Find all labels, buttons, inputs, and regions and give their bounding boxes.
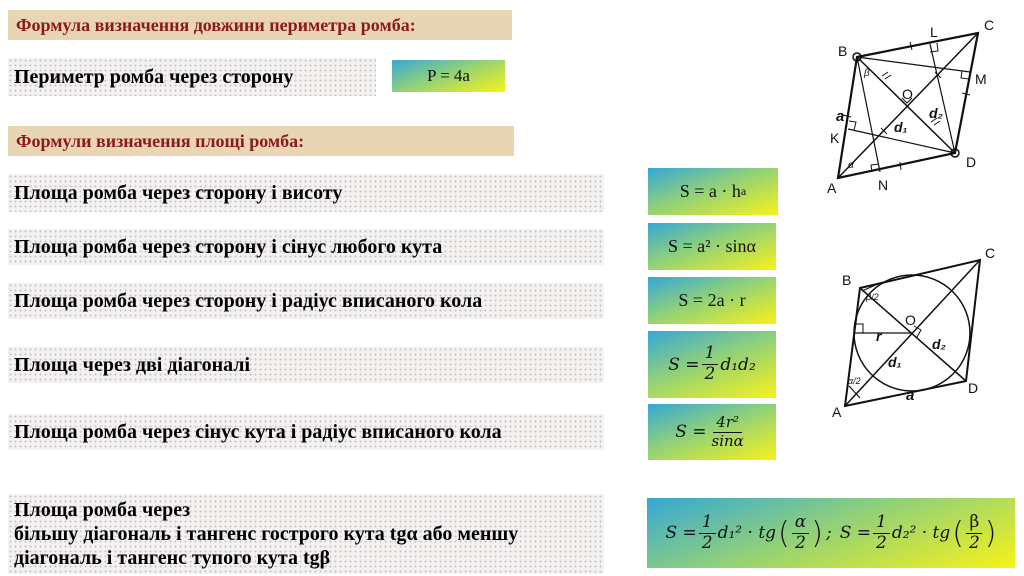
- fraction-one-half: [702, 344, 719, 384]
- area-formula-side-height: [648, 168, 778, 215]
- diag-tick: [885, 75, 891, 79]
- label-a: A: [827, 180, 837, 196]
- left-paren: (: [952, 515, 964, 551]
- label-l: L: [930, 24, 938, 40]
- area-row-diagonal-tangent-line3: діагональ і тангенс тупого кута tgβ: [14, 547, 331, 569]
- fraction-alpha-half: [792, 513, 809, 553]
- label-alpha: α: [848, 160, 854, 171]
- formula-lhs: S =: [668, 354, 700, 375]
- formula-separator: ;: [825, 523, 832, 543]
- fraction-numerator: 1: [873, 513, 890, 534]
- area-row-diagonal-tangent-line1: Площа ромба через: [14, 499, 191, 521]
- label-d1: d₁: [888, 354, 902, 370]
- left-paren: (: [778, 515, 790, 551]
- area-row-side-sine: Площа ромба через сторону і сінус любого кута: [8, 229, 604, 265]
- label-b: B: [838, 43, 848, 59]
- area-row-diagonal-tangent: [8, 494, 604, 574]
- formula-side-height-sub: a: [740, 184, 747, 198]
- fraction-denominator: 2: [795, 532, 806, 553]
- fraction-denominator: 2: [875, 532, 887, 553]
- formula-d1-tg: d₁² · tg: [717, 523, 777, 543]
- label-b: B: [842, 272, 852, 288]
- rhombus-diagram-inscribed-circle: [820, 240, 1020, 430]
- label-o: O: [902, 86, 913, 102]
- fraction-numerator: β: [966, 513, 982, 534]
- label-side-a: a: [906, 387, 915, 404]
- label-d2: d₂: [932, 336, 946, 352]
- fraction-denominator: 2: [968, 532, 980, 553]
- area-formula-diagonals: [648, 331, 776, 398]
- perimeter-label: Периметр ромба через сторону: [8, 58, 376, 96]
- area-section-header: Формули визначення площі ромба:: [8, 126, 514, 156]
- area-formula-sine-inradius: [648, 404, 776, 460]
- area-formula-diagonal-tangent: [647, 498, 1015, 568]
- right-angle-k: [849, 121, 856, 130]
- area-row-diagonal-tangent-line2: більшу діагональ і тангенс гострого кута tgα або меншу: [14, 523, 519, 545]
- label-beta-half: β/2: [866, 292, 879, 302]
- label-d: D: [968, 380, 979, 396]
- label-c: C: [985, 245, 996, 261]
- area-formula-side-inradius: S = 2a · r: [648, 277, 776, 324]
- formula-side-height-main: S = a · h: [679, 181, 741, 201]
- fraction-one-half: [873, 513, 890, 553]
- area-formula-side-sine: S = a² · sinα: [648, 223, 776, 270]
- label-alpha-half: α/2: [848, 376, 861, 386]
- area-row-diagonals: Площа через дві діагоналі: [8, 347, 604, 383]
- label-m: M: [975, 71, 987, 87]
- right-paren: ): [984, 515, 997, 551]
- label-k: K: [830, 130, 840, 146]
- fraction-numerator: 1: [702, 344, 719, 365]
- area-row-side-inradius: Площа ромба через сторону і радіус вписаного кола: [8, 283, 604, 319]
- fraction-4r2-sin: [709, 414, 747, 450]
- fraction-denominator: sinα: [711, 431, 744, 450]
- side-tick: [900, 162, 901, 170]
- formula-rhs: d₁d₂: [720, 354, 756, 375]
- diag-tick: [934, 121, 940, 125]
- formula-lhs: S =: [839, 523, 871, 543]
- label-c: C: [984, 17, 995, 33]
- label-o: O: [905, 312, 916, 328]
- formula-lhs: S =: [665, 523, 697, 543]
- diag-tick: [882, 72, 888, 76]
- label-d1: d₁: [894, 119, 908, 135]
- fraction-numerator: α: [792, 513, 809, 534]
- formula-d2-tg: d₂² · tg: [891, 523, 951, 543]
- fraction-denominator: 2: [701, 532, 713, 553]
- right-angle-r: [856, 324, 863, 333]
- rhombus-diagram-heights: [820, 10, 1020, 200]
- fraction-numerator: 1: [699, 513, 716, 534]
- label-beta: β: [864, 68, 870, 79]
- label-a: A: [832, 404, 842, 420]
- formula-diagonals-expr: [668, 344, 756, 384]
- label-d2: d₂: [929, 105, 943, 121]
- label-side-a: a: [836, 108, 845, 125]
- label-r: r: [876, 328, 882, 344]
- area-row-sine-inradius: Площа ромба через сінус кута і радіус вписаного кола: [8, 414, 604, 450]
- label-d: D: [966, 154, 977, 170]
- formula-lhs: S =: [675, 422, 707, 442]
- fraction-numerator: 4r²: [713, 414, 742, 432]
- fraction-denominator: 2: [704, 364, 716, 384]
- label-n: N: [878, 177, 889, 193]
- fraction-beta-half: [966, 513, 983, 553]
- formula-sine-inradius-expr: [675, 414, 749, 450]
- right-paren: ): [811, 515, 823, 551]
- formula-tangent-expr: [665, 513, 996, 553]
- area-row-side-height: Площа ромба через сторону і висоту: [8, 174, 604, 212]
- perimeter-formula: P = 4a: [392, 60, 505, 92]
- perimeter-section-header: Формула визначення довжини периметра ромба:: [8, 10, 512, 40]
- fraction-one-half: [699, 513, 716, 553]
